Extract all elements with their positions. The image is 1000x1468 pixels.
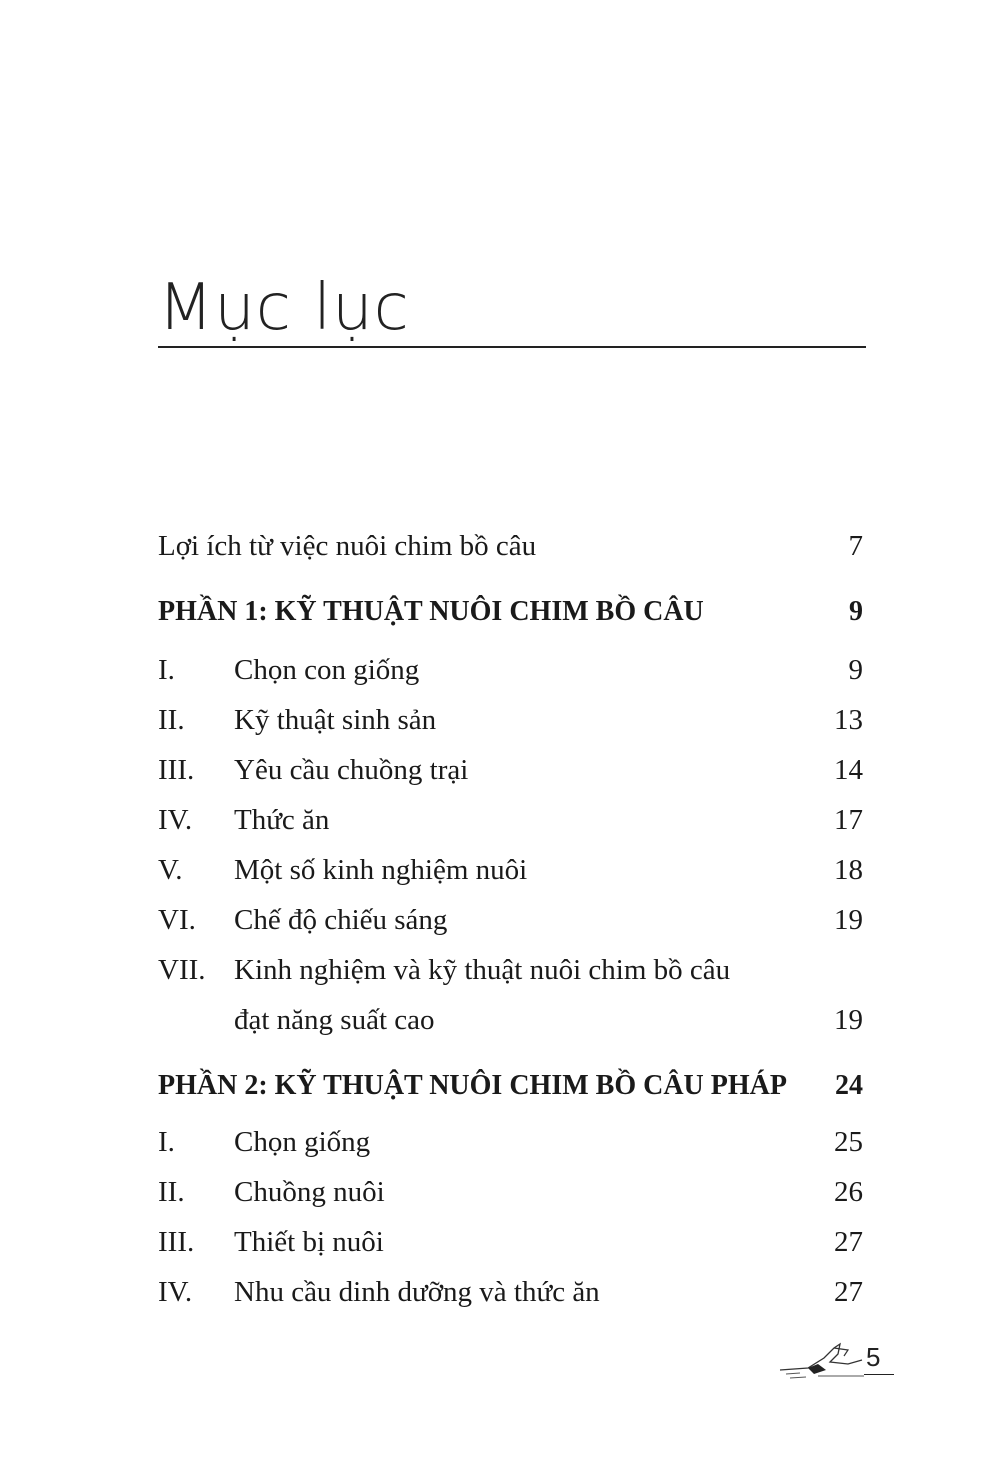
bird-ornament-icon [778,1340,866,1384]
toc-entry-text: Một số kinh nghiệm nuôi [234,854,528,886]
toc-entry[interactable] [158,650,863,690]
toc-entry[interactable] [158,900,863,940]
toc-entry-page: 19 [834,904,863,936]
toc-entry-number: VI. [158,904,196,936]
toc-entry-page: 27 [834,1276,863,1308]
toc-entry-number: III. [158,1226,195,1258]
toc-entry-page: 13 [834,704,863,736]
toc-entry-page: 19 [834,1004,863,1036]
toc-entry-text: Thiết bị nuôi [234,1226,384,1258]
toc-entry[interactable] [158,1172,863,1212]
toc-entry-page: 27 [834,1226,863,1258]
toc-entry-continuation[interactable] [158,1000,863,1040]
toc-entry[interactable] [158,950,863,990]
toc-entry-text: Yêu cầu chuồng trại [234,754,469,786]
toc-entry-page: 25 [834,1126,863,1158]
page-footer [778,1340,898,1384]
toc-entry-text: Thức ăn [234,804,330,836]
toc-part-text: PHẦN 1: KỸ THUẬT NUÔI CHIM BỒ CÂU [158,596,704,627]
toc-entry-number: I. [158,654,175,686]
toc-part-page: 9 [849,596,863,627]
page-number-rule [864,1374,894,1375]
toc-entry-text: Chế độ chiếu sáng [234,904,448,936]
page-number: 5 [866,1342,881,1372]
toc-part-heading[interactable] [158,1066,863,1106]
toc-entry-number: II. [158,1176,185,1208]
toc-entry[interactable] [158,1272,863,1312]
toc-entry-text: Chuồng nuôi [234,1176,385,1208]
toc-entry-number: II. [158,704,185,736]
toc-part-page: 24 [835,1070,863,1101]
toc-entry-text: Lợi ích từ việc nuôi chim bồ câu [158,530,537,562]
toc-entry-text: Nhu cầu dinh dưỡng và thức ăn [234,1276,600,1308]
toc-entry[interactable] [158,850,863,890]
toc-entry-text: đạt năng suất cao [234,1004,435,1036]
toc-entry-text: Kinh nghiệm và kỹ thuật nuôi chim bồ câu [234,954,731,986]
toc-entry-page: 17 [834,804,863,836]
toc-entry-number: IV. [158,1276,193,1308]
toc-entry-number: III. [158,754,195,786]
toc-entry[interactable] [158,800,863,840]
toc-entry-text: Chọn con giống [234,654,420,686]
toc-part-heading[interactable] [158,592,863,632]
toc-part-text: PHẦN 2: KỸ THUẬT NUÔI CHIM BỒ CÂU PHÁP [158,1070,787,1101]
toc-entry-page: 7 [848,530,863,562]
toc-entry-page: 26 [834,1176,863,1208]
toc-entry-page: 9 [848,654,863,686]
toc-entry[interactable] [158,1222,863,1262]
toc-entry[interactable] [158,1122,863,1162]
toc-entry[interactable] [158,700,863,740]
toc-entry-number: I. [158,1126,175,1158]
toc-entry-number: VII. [158,954,206,986]
toc-entry[interactable] [158,750,863,790]
toc-entry-page: 18 [834,854,863,886]
toc-entry[interactable] [158,526,863,566]
toc-entry-number: V. [158,854,183,886]
toc-entry-number: IV. [158,804,193,836]
toc-entry-page: 14 [834,754,863,786]
toc-entry-text: Chọn giống [234,1126,371,1158]
page-title: Mục lục [158,271,410,345]
title-underline [158,346,866,348]
toc-entry-text: Kỹ thuật sinh sản [234,704,437,736]
